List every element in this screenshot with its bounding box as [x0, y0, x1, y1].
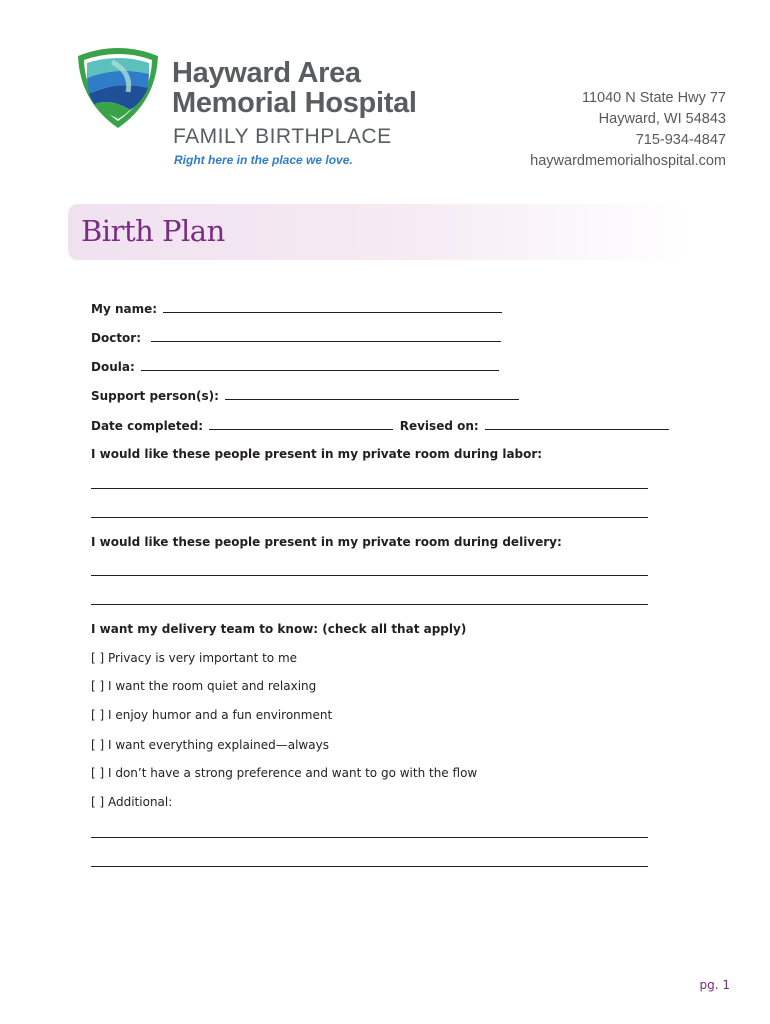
- page-number: pg. 1: [699, 978, 730, 992]
- dates-row: [91, 418, 669, 433]
- address-phone: 715-934-4847: [635, 132, 726, 148]
- hospital-name: [172, 58, 417, 118]
- delivery-line-2[interactable]: [91, 604, 648, 605]
- hospital-logo: [72, 44, 164, 130]
- hospital-name-line1: Hayward Area: [172, 57, 361, 89]
- date-completed-label: Date completed:: [91, 419, 204, 433]
- checklist-item[interactable]: [ ] I want the room quiet and relaxing: [91, 679, 317, 693]
- checklist-item[interactable]: [ ] I enjoy humor and a fun environment: [91, 708, 333, 722]
- department-name: FAMILY BIRTHPLACE: [173, 125, 392, 148]
- date-completed-field[interactable]: [209, 418, 393, 430]
- checklist-item[interactable]: [ ] Additional:: [91, 795, 173, 809]
- support-row: [91, 388, 519, 403]
- address-block: [530, 88, 726, 172]
- checklist-item[interactable]: [ ] I want everything explained—always: [91, 738, 329, 752]
- address-city: Hayward, WI 54843: [598, 111, 726, 127]
- name-label: My name:: [91, 302, 158, 316]
- labor-line-1[interactable]: [91, 488, 648, 489]
- tagline: Right here in the place we love.: [174, 153, 353, 167]
- doula-field[interactable]: [141, 359, 499, 371]
- shield-logo-icon: [72, 44, 164, 130]
- address-website: haywardmemorialhospital.com: [530, 153, 726, 169]
- checklist-item[interactable]: [ ] Privacy is very important to me: [91, 651, 298, 665]
- labor-line-2[interactable]: [91, 517, 648, 518]
- support-field[interactable]: [225, 388, 519, 400]
- doctor-row: [91, 330, 501, 345]
- doctor-field[interactable]: [151, 330, 501, 342]
- name-row: [91, 301, 502, 316]
- checklist-item[interactable]: [ ] I don’t have a strong preference and want to go with the flow: [91, 766, 478, 780]
- team-prompt: I want my delivery team to know: (check all that apply): [91, 622, 467, 636]
- doctor-label: Doctor:: [91, 331, 142, 345]
- doula-row: [91, 359, 499, 374]
- labor-prompt: I would like these people present in my private room during labor:: [91, 447, 543, 461]
- hospital-name-line2: Memorial Hospital: [172, 87, 417, 119]
- address-street: 11040 N State Hwy 77: [581, 90, 726, 106]
- page-title: Birth Plan: [81, 214, 225, 248]
- additional-line-1[interactable]: [91, 837, 648, 838]
- title-banner: [68, 204, 688, 260]
- name-field[interactable]: [163, 301, 502, 313]
- delivery-prompt: I would like these people present in my private room during delivery:: [91, 535, 562, 549]
- doula-label: Doula:: [91, 360, 135, 374]
- delivery-line-1[interactable]: [91, 575, 648, 576]
- additional-line-2[interactable]: [91, 866, 648, 867]
- support-label: Support person(s):: [91, 389, 219, 403]
- revised-on-label: Revised on:: [399, 419, 479, 433]
- revised-on-field[interactable]: [485, 418, 669, 430]
